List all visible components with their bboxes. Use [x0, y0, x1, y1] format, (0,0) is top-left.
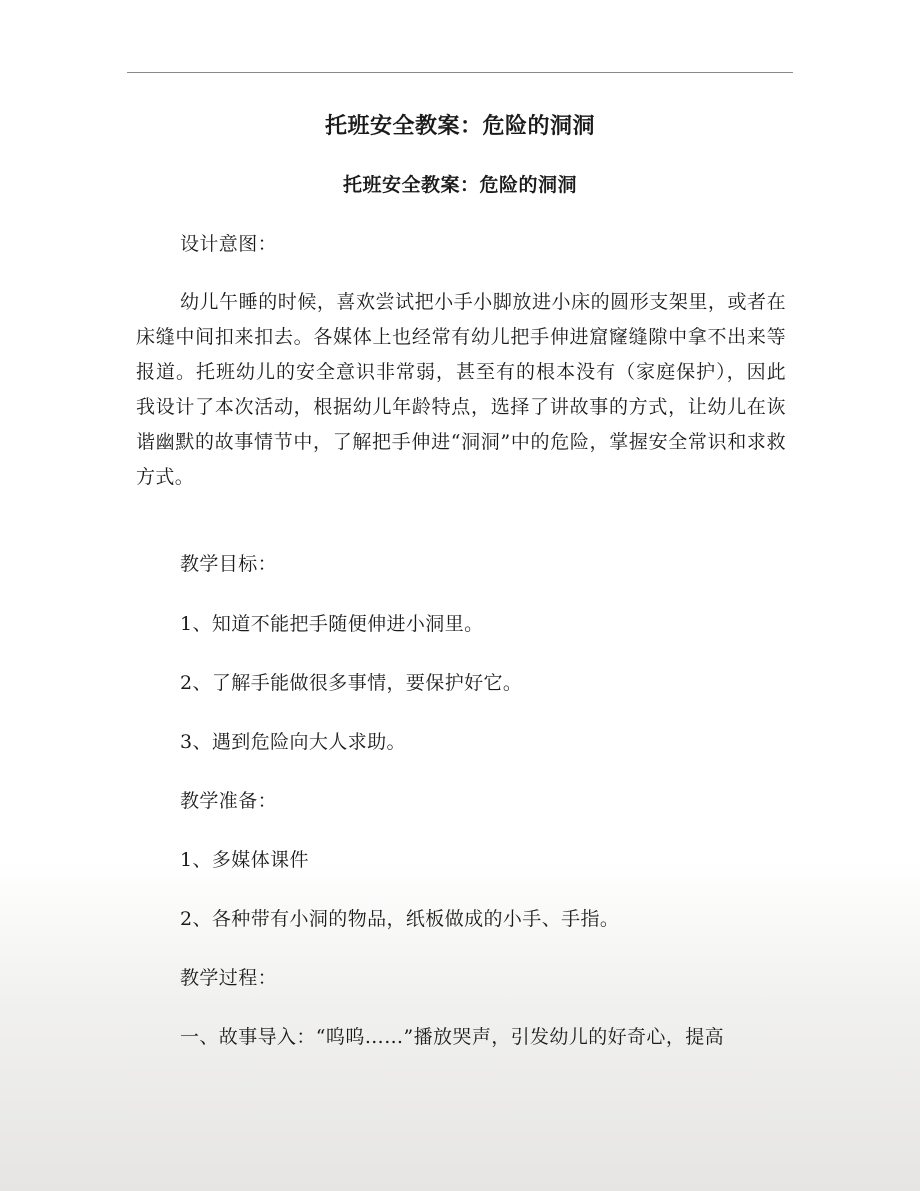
objective-item-3: 3、遇到危险向大人求助。: [180, 731, 406, 753]
document-title: 托班安全教案：危险的洞洞: [324, 113, 595, 139]
preparation-item-2: 2、各种带有小洞的物品，纸板做成的小手、手指。: [180, 908, 620, 930]
preparation-item-1: 1、多媒体课件: [180, 849, 309, 871]
process-step-1: 一、故事导入：“呜呜……”播放哭声，引发幼儿的好奇心，提高: [180, 1026, 725, 1048]
section-heading-objectives: 教学目标：: [180, 553, 278, 575]
section-heading-design-intent: 设计意图：: [180, 233, 278, 255]
objective-item-1: 1、知道不能把手随便伸进小洞里。: [180, 613, 484, 635]
paragraph-design-intent: 幼儿午睡的时候，喜欢尝试把小手小脚放进小床的圆形支架里，或者在床缝中间扣来扣去。各媒体上也经常有幼儿把手伸进窟窿缝隙中拿不出来等报道。托班幼儿的安全意识非常弱，甚至有的根本没有（家庭保护），因此我设计了本次活动，根据幼儿年龄特点，选择了讲故事的方式，让幼儿在诙谐幽默的故事情节中，了解把手伸进“洞洞”中的危险，掌握安全常识和求救方式。: [136, 291, 786, 488]
section-heading-process: 教学过程：: [180, 967, 278, 989]
objective-item-2: 2、了解手能做很多事情，要保护好它。: [180, 672, 523, 694]
document-subtitle: 托班安全教案：危险的洞洞: [342, 174, 577, 196]
header-rule: [127, 72, 793, 73]
section-heading-preparation: 教学准备：: [180, 790, 278, 812]
